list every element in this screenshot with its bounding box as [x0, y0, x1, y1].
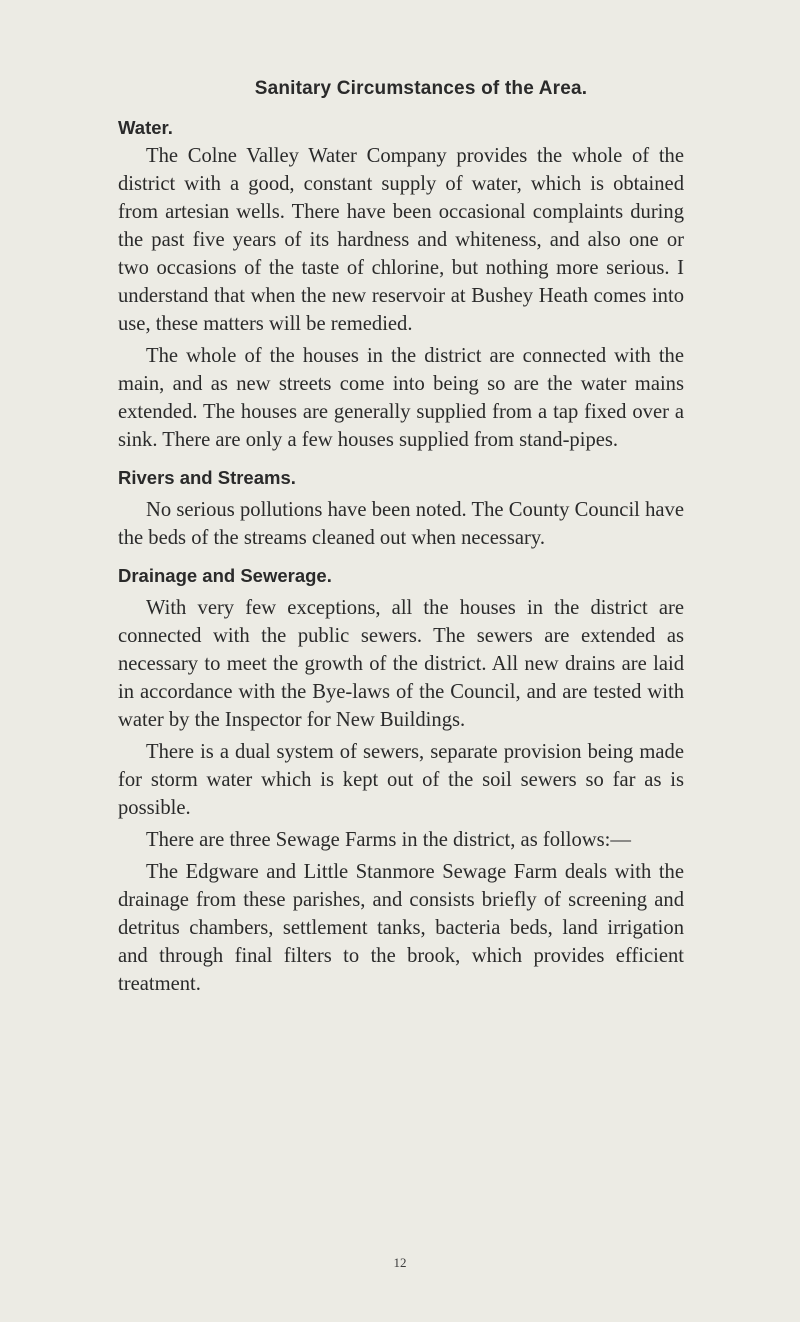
- section-water: [118, 114, 684, 454]
- page-number: 12: [393, 1255, 407, 1270]
- paragraph: With very few exceptions, all the houses in the district are connected with the public sewers. The sewers are extended as necessary to meet the growth of the district. All new drains are laid in accordance with the Bye-laws of the Council, and are tested with water by the Inspector for New Buildings.: [118, 597, 684, 731]
- page-title: Sanitary Circumstances of the Area.: [254, 78, 588, 99]
- paragraph: The Colne Valley Water Company provides the whole of the district with a good, constant supply of water, which is obtained from artesian wells. There have been occasional complaints during the past five years of its hardness and whiteness, and also one or two occasions of the taste of chlorine, but nothing more serious. I understand that when the new reservoir at Bushey Heath comes into use, these matters will be remedied.: [118, 145, 684, 335]
- paragraph: The whole of the houses in the district are connected with the main, and as new streets come into being so are the water mains extended. The houses are generally supplied from a tap fixed over a sink. There are only a few houses supplied from stand-pipes.: [118, 345, 684, 451]
- paragraph: There are three Sewage Farms in the district, as follows:—: [146, 829, 631, 851]
- section-drainage-and-sewerage: [118, 562, 684, 998]
- paragraph: No serious pollutions have been noted. The County Council have the beds of the streams cleaned out when necessary.: [118, 499, 684, 549]
- section-rivers-and-streams: [118, 464, 684, 552]
- section-heading-rivers: Rivers and Streams.: [118, 467, 296, 488]
- paragraph: The Edgware and Little Stanmore Sewage Farm deals with the drainage from these parishes, and consists briefly of screening and detritus chambers, settlement tanks, bacteria beds, land irrigation and through final filters to the brook, which provides efficient treatment.: [118, 861, 684, 995]
- paragraph: There is a dual system of sewers, separate provision being made for storm water which is kept out of the soil sewers so far as is possible.: [118, 741, 684, 819]
- section-heading-drainage: Drainage and Sewerage.: [118, 565, 332, 586]
- section-heading-water: Water.: [118, 117, 173, 138]
- document-page: [118, 78, 684, 1002]
